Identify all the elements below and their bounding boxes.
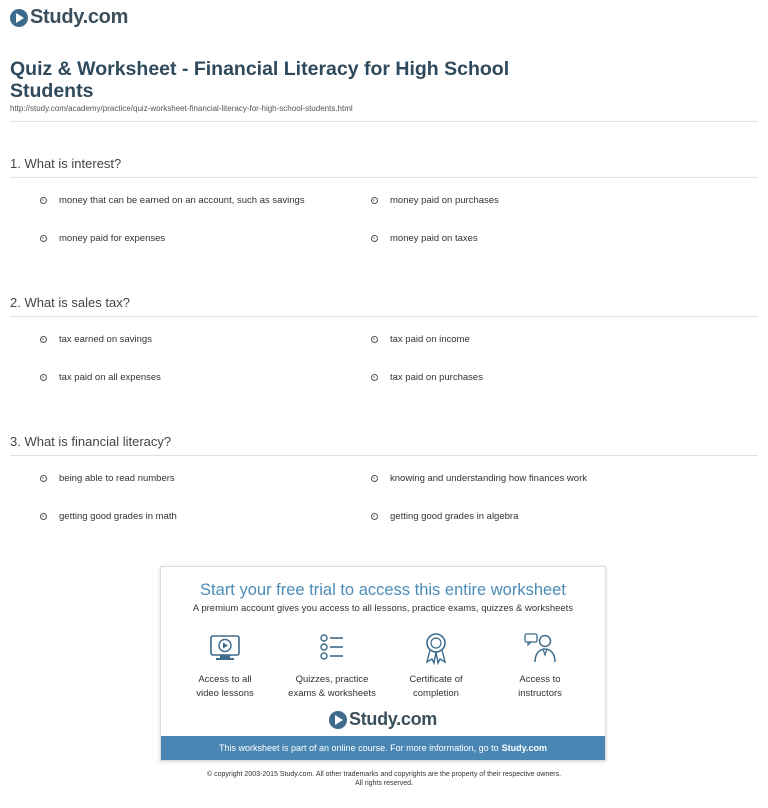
answer-option[interactable] (40, 473, 175, 484)
radio-button[interactable] (40, 336, 47, 343)
answer-option[interactable] (40, 372, 161, 383)
answer-label: tax paid on all expenses (59, 372, 161, 383)
feature-instructors (490, 631, 590, 701)
answer-label: money paid for expenses (59, 233, 166, 244)
feature-line: exams & worksheets (288, 688, 376, 699)
feature-line: completion (413, 688, 459, 699)
copyright-line: All rights reserved. (355, 780, 413, 787)
answer-label: getting good grades in math (59, 511, 177, 522)
feature-quizzes (282, 631, 382, 701)
feature-certificate (386, 631, 486, 701)
bar-text: This worksheet is part of an online course. For more information, go to (219, 743, 499, 753)
radio-button[interactable] (40, 374, 47, 381)
answer-label: knowing and understanding how finances work (390, 473, 587, 484)
logo-text: Study.com (30, 6, 129, 28)
play-icon (10, 9, 28, 27)
page-url[interactable]: http://study.com/academy/practice/quiz-worksheet-financial-literacy-for-high-school-students.html (10, 104, 353, 113)
answer-label: getting good grades in algebra (390, 511, 519, 522)
study-link[interactable]: Study.com (501, 743, 547, 753)
question-1: 1. What is interest? (10, 156, 122, 171)
answer-label: money paid on purchases (390, 195, 499, 206)
cta-study-logo[interactable] (161, 709, 605, 730)
certificate-icon (419, 631, 453, 665)
divider (10, 177, 758, 178)
radio-button[interactable] (40, 197, 47, 204)
divider (10, 316, 758, 317)
answer-option[interactable] (371, 511, 518, 522)
divider (10, 121, 758, 122)
study-logo[interactable] (10, 6, 128, 29)
feature-line: video lessons (196, 688, 254, 699)
answer-label: tax paid on income (390, 334, 470, 345)
free-trial-box[interactable] (160, 566, 606, 761)
radio-button[interactable] (371, 336, 378, 343)
feature-video-lessons (175, 631, 275, 701)
question-2: 2. What is sales tax? (10, 295, 130, 310)
answer-label: tax paid on purchases (390, 372, 483, 383)
logo-text: Study.com (349, 709, 437, 729)
radio-button[interactable] (40, 235, 47, 242)
feature-line: instructors (518, 688, 562, 699)
divider (10, 455, 758, 456)
instructor-icon (523, 631, 557, 665)
answer-option[interactable] (40, 511, 177, 522)
radio-button[interactable] (371, 374, 378, 381)
radio-button[interactable] (371, 235, 378, 242)
answer-option[interactable] (371, 334, 470, 345)
radio-button[interactable] (371, 475, 378, 482)
answer-option[interactable] (371, 233, 478, 244)
video-lessons-icon (208, 631, 242, 665)
answer-option[interactable] (371, 372, 483, 383)
answer-label: tax earned on savings (59, 334, 152, 345)
answer-label: money that can be earned on an account, such as savings (59, 195, 305, 206)
radio-button[interactable] (371, 197, 378, 204)
copyright-line: © copyright 2003-2015 Study.com. All other trademarks and copyrights are the property of their respective owners. (206, 771, 562, 778)
answer-option[interactable] (371, 473, 587, 484)
answer-option[interactable] (40, 195, 305, 206)
cta-title[interactable]: Start your free trial to access this entire worksheet (200, 581, 566, 599)
course-info-bar (161, 736, 605, 760)
play-icon (329, 711, 347, 729)
radio-button[interactable] (371, 513, 378, 520)
feature-line: Access to (519, 674, 561, 685)
answer-option[interactable] (371, 195, 499, 206)
answer-option[interactable] (40, 233, 165, 244)
page-title: Quiz & Worksheet - Financial Literacy for High School Students (10, 58, 510, 102)
feature-line: Access to all (198, 674, 252, 685)
question-3: 3. What is financial literacy? (10, 434, 172, 449)
answer-label: being able to read numbers (59, 473, 175, 484)
radio-button[interactable] (40, 513, 47, 520)
answer-option[interactable] (40, 334, 152, 345)
feature-line: Quizzes, practice (295, 674, 369, 685)
feature-line: Certificate of (409, 674, 463, 685)
copyright-footer (0, 770, 768, 788)
radio-button[interactable] (40, 475, 47, 482)
answer-label: money paid on taxes (390, 233, 478, 244)
cta-subtitle: A premium account gives you access to all lessons, practice exams, quizzes & worksheets (192, 603, 574, 614)
quiz-list-icon (315, 631, 349, 665)
